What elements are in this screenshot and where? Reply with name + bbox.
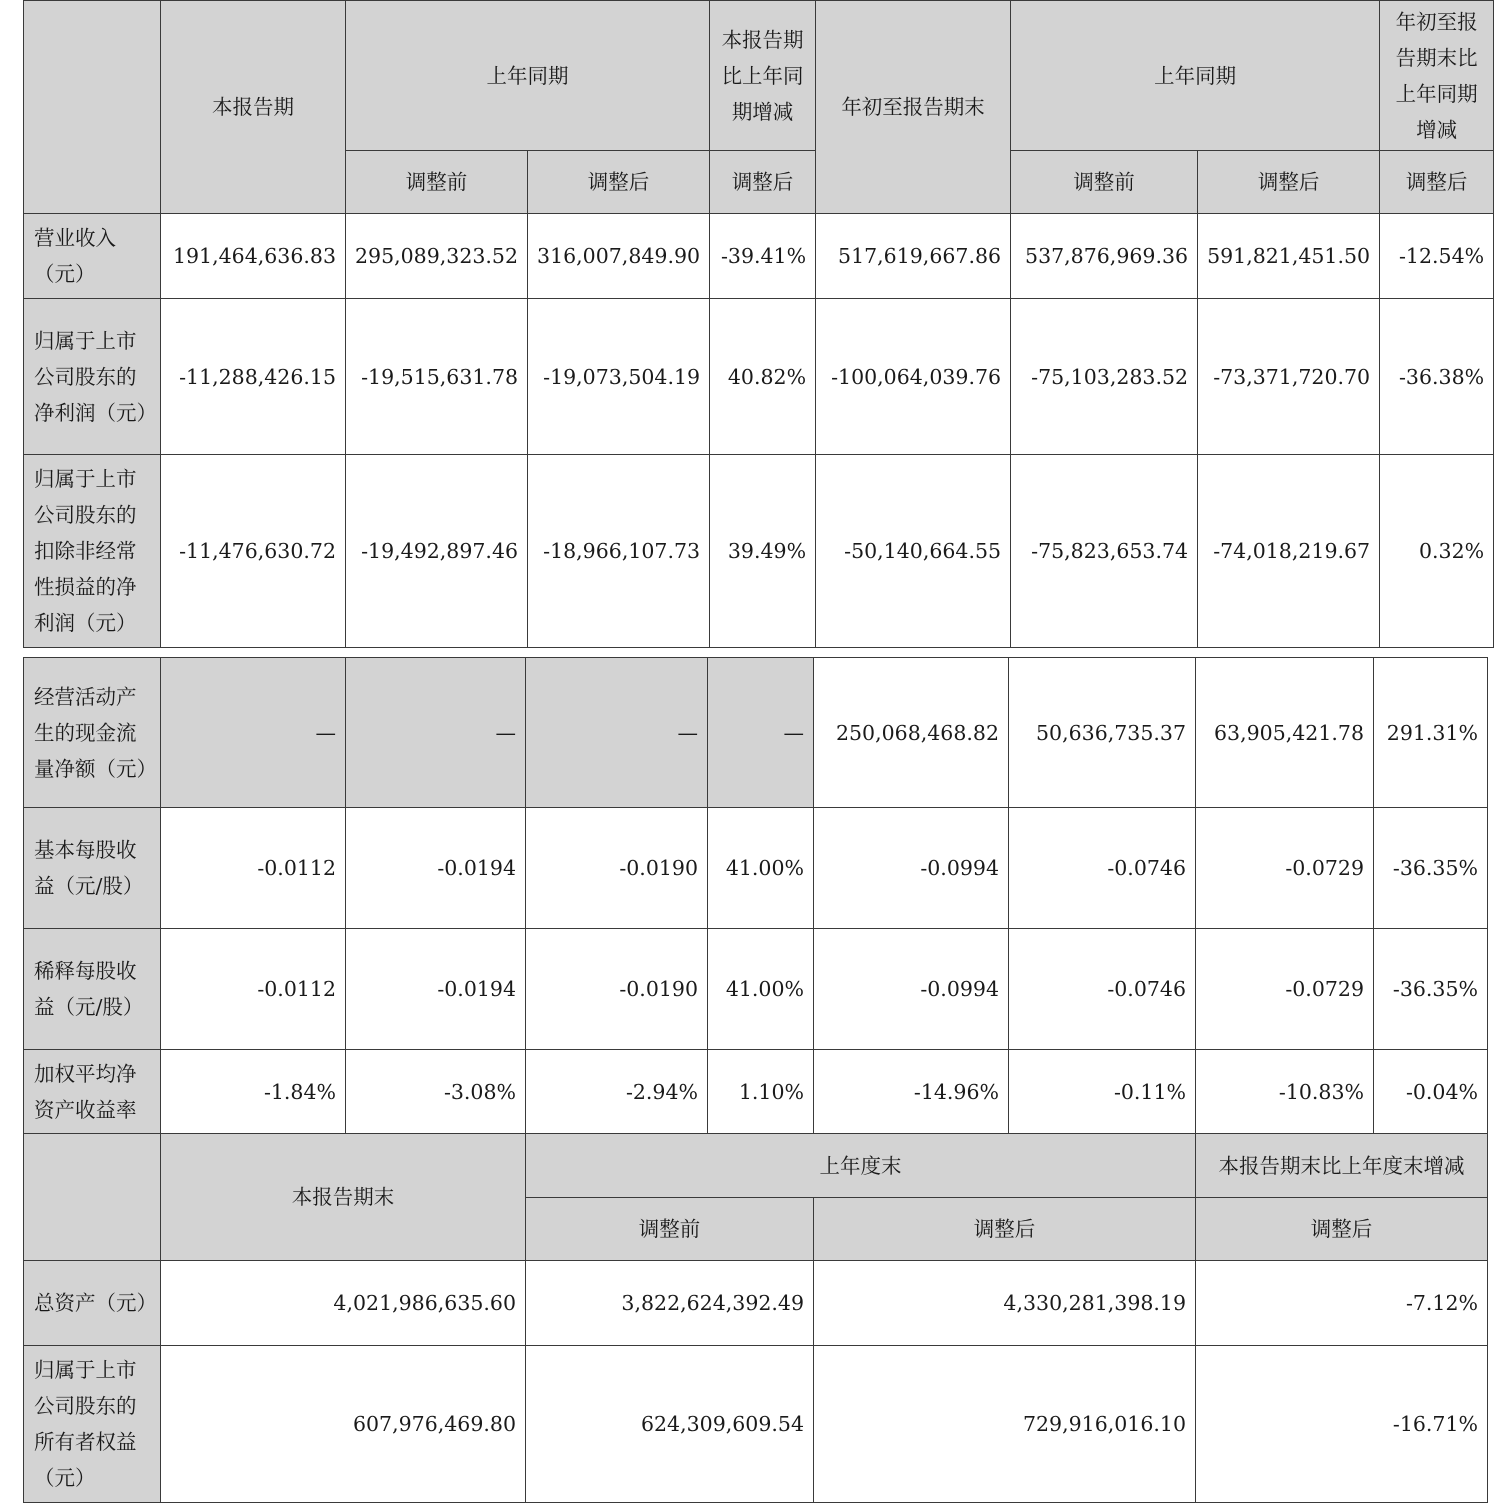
header-same-period-last-year: 上年同期 bbox=[346, 1, 710, 151]
table-cell: -100,064,039.76 bbox=[816, 299, 1011, 455]
row-label: 归属于上市公司股东的净利润（元） bbox=[24, 299, 161, 455]
table-row bbox=[24, 808, 1488, 929]
header-before-adjustment: 调整前 bbox=[526, 1198, 814, 1261]
table-cell: 250,068,468.82 bbox=[814, 658, 1009, 808]
income-table-continued bbox=[23, 657, 1488, 1134]
table-cell: -7.12% bbox=[1196, 1261, 1488, 1346]
balance-table bbox=[23, 1133, 1488, 1503]
row-label: 归属于上市公司股东的所有者权益（元） bbox=[24, 1346, 161, 1503]
header-after-adjustment-change-ytd: 调整后 bbox=[1380, 151, 1494, 214]
table-cell: 291.31% bbox=[1374, 658, 1488, 808]
table-row bbox=[24, 1050, 1488, 1134]
table-cell: 191,464,636.83 bbox=[161, 214, 346, 299]
table-cell: 624,309,609.54 bbox=[526, 1346, 814, 1503]
table-cell: 40.82% bbox=[710, 299, 816, 455]
table-cell: -0.04% bbox=[1374, 1050, 1488, 1134]
header-corner bbox=[24, 1, 161, 214]
header-period-end: 本报告期末 bbox=[161, 1134, 526, 1261]
header-ytd: 年初至报告期末 bbox=[816, 1, 1011, 214]
table-cell: -3.08% bbox=[346, 1050, 526, 1134]
table-cell: -73,371,720.70 bbox=[1198, 299, 1380, 455]
table-cell: — bbox=[526, 658, 708, 808]
table-cell: 607,976,469.80 bbox=[161, 1346, 526, 1503]
header-after-adjustment-ytd: 调整后 bbox=[1198, 151, 1380, 214]
table-cell: -2.94% bbox=[526, 1050, 708, 1134]
row-label: 总资产（元） bbox=[24, 1261, 161, 1346]
header-before-adjustment: 调整前 bbox=[346, 151, 528, 214]
table-cell: -0.0994 bbox=[814, 929, 1009, 1050]
table-cell: -74,018,219.67 bbox=[1198, 455, 1380, 648]
table-cell: -16.71% bbox=[1196, 1346, 1488, 1503]
row-label: 经营活动产生的现金流量净额（元） bbox=[24, 658, 161, 808]
table-cell: -10.83% bbox=[1196, 1050, 1374, 1134]
header-same-period-last-year-ytd: 上年同期 bbox=[1011, 1, 1380, 151]
header-after-adjustment-change: 调整后 bbox=[710, 151, 816, 214]
table-row bbox=[24, 1346, 1488, 1503]
header-after-adjustment: 调整后 bbox=[528, 151, 710, 214]
table-cell: 50,636,735.37 bbox=[1009, 658, 1196, 808]
table-cell: -0.0746 bbox=[1009, 929, 1196, 1050]
header-change-current: 本报告期比上年同期增减 bbox=[710, 1, 816, 151]
table-row bbox=[24, 1261, 1488, 1346]
table-cell: 316,007,849.90 bbox=[528, 214, 710, 299]
table-cell: -75,823,653.74 bbox=[1011, 455, 1198, 648]
row-label: 基本每股收益（元/股） bbox=[24, 808, 161, 929]
table-cell: -0.0190 bbox=[526, 808, 708, 929]
table-cell: -75,103,283.52 bbox=[1011, 299, 1198, 455]
table-cell: -19,492,897.46 bbox=[346, 455, 528, 648]
table-cell: -36.38% bbox=[1380, 299, 1494, 455]
header-last-year-end: 上年度末 bbox=[526, 1134, 1196, 1198]
table-cell: 729,916,016.10 bbox=[814, 1346, 1196, 1503]
table-cell: 537,876,969.36 bbox=[1011, 214, 1198, 299]
table-cell: -0.0190 bbox=[526, 929, 708, 1050]
table-cell: — bbox=[161, 658, 346, 808]
row-label: 归属于上市公司股东的扣除非经常性损益的净利润（元） bbox=[24, 455, 161, 648]
table-cell: -19,515,631.78 bbox=[346, 299, 528, 455]
table-cell: -1.84% bbox=[161, 1050, 346, 1134]
table-row bbox=[24, 658, 1488, 808]
table-row bbox=[24, 929, 1488, 1050]
row-label: 营业收入（元） bbox=[24, 214, 161, 299]
header-after-adjustment: 调整后 bbox=[814, 1198, 1196, 1261]
table-cell: -36.35% bbox=[1374, 808, 1488, 929]
table-cell: 591,821,451.50 bbox=[1198, 214, 1380, 299]
table-cell: -0.0729 bbox=[1196, 929, 1374, 1050]
table-cell: -50,140,664.55 bbox=[816, 455, 1011, 648]
header-after-adjustment-change: 调整后 bbox=[1196, 1198, 1488, 1261]
table-cell: -0.0112 bbox=[161, 929, 346, 1050]
table-cell: 3,822,624,392.49 bbox=[526, 1261, 814, 1346]
table-cell: — bbox=[346, 658, 526, 808]
table-cell: -0.0729 bbox=[1196, 808, 1374, 929]
table-cell: -12.54% bbox=[1380, 214, 1494, 299]
table-cell: 4,021,986,635.60 bbox=[161, 1261, 526, 1346]
table-cell: -0.11% bbox=[1009, 1050, 1196, 1134]
table-cell: -0.0112 bbox=[161, 808, 346, 929]
table-cell: -14.96% bbox=[814, 1050, 1009, 1134]
table-cell: -0.0194 bbox=[346, 929, 526, 1050]
table-cell: -19,073,504.19 bbox=[528, 299, 710, 455]
row-label: 加权平均净资产收益率 bbox=[24, 1050, 161, 1134]
table-row bbox=[24, 455, 1494, 648]
table-cell: -0.0746 bbox=[1009, 808, 1196, 929]
table-cell: 517,619,667.86 bbox=[816, 214, 1011, 299]
table-cell: 39.49% bbox=[710, 455, 816, 648]
table-cell: -39.41% bbox=[710, 214, 816, 299]
table-cell: — bbox=[708, 658, 814, 808]
table-cell: 41.00% bbox=[708, 929, 814, 1050]
table-cell: 0.32% bbox=[1380, 455, 1494, 648]
table-cell: 295,089,323.52 bbox=[346, 214, 528, 299]
row-label: 稀释每股收益（元/股） bbox=[24, 929, 161, 1050]
table-cell: 1.10% bbox=[708, 1050, 814, 1134]
table-cell: 4,330,281,398.19 bbox=[814, 1261, 1196, 1346]
table-cell: 41.00% bbox=[708, 808, 814, 929]
table-row bbox=[24, 214, 1494, 299]
header-change-vs-last-year-end: 本报告期末比上年度末增减 bbox=[1196, 1134, 1488, 1198]
table-cell: -0.0994 bbox=[814, 808, 1009, 929]
table-cell: -18,966,107.73 bbox=[528, 455, 710, 648]
header-change-ytd: 年初至报告期末比上年同期增减 bbox=[1380, 1, 1494, 151]
header-corner bbox=[24, 1134, 161, 1261]
table-cell: -36.35% bbox=[1374, 929, 1488, 1050]
income-table-top bbox=[23, 0, 1494, 648]
table-row bbox=[24, 299, 1494, 455]
table-cell: -11,288,426.15 bbox=[161, 299, 346, 455]
header-current-period: 本报告期 bbox=[161, 1, 346, 214]
table-cell: -0.0194 bbox=[346, 808, 526, 929]
header-before-adjustment-ytd: 调整前 bbox=[1011, 151, 1198, 214]
table-cell: -11,476,630.72 bbox=[161, 455, 346, 648]
table-cell: 63,905,421.78 bbox=[1196, 658, 1374, 808]
